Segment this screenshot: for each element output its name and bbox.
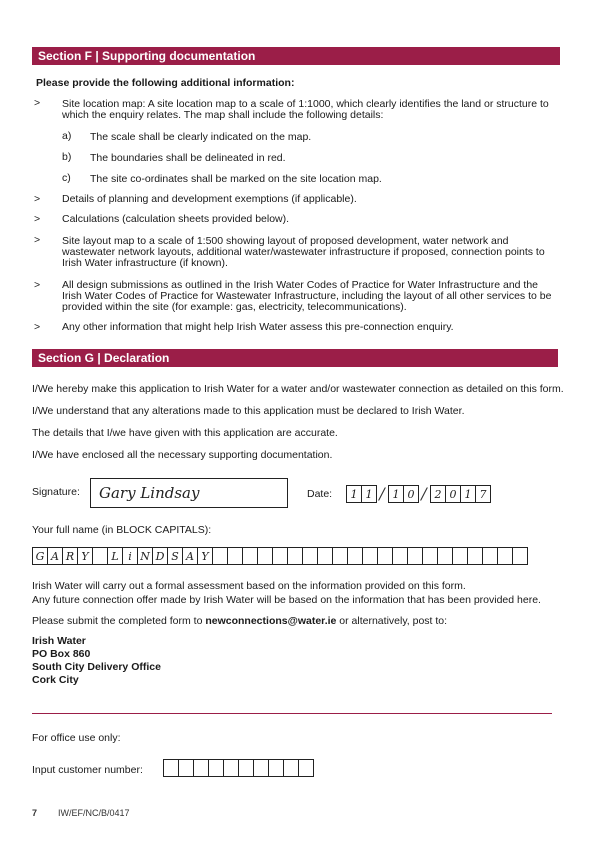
- date-year-cells[interactable]: [430, 485, 490, 503]
- name-letter-cell-28[interactable]: [437, 547, 453, 565]
- section-f-header: Section F | Supporting documentation: [32, 47, 560, 65]
- name-letter-cell-18[interactable]: [287, 547, 303, 565]
- date-month-digit-1[interactable]: 1: [388, 485, 404, 503]
- bullet-site-layout-map: Site layout map to a scale of 1:500 showing layout of proposed development, water network and wastewater network layouts, additional water/wastewater infrastructure if proposed, connection points to Irish Water infrastructure (if known).: [62, 235, 545, 269]
- name-letter-cell-22[interactable]: [347, 547, 363, 565]
- name-letter-cell-5[interactable]: [92, 547, 108, 565]
- name-letter-cell-13[interactable]: [212, 547, 228, 565]
- name-letter-cell-24[interactable]: [377, 547, 393, 565]
- name-letter-cell-16[interactable]: [257, 547, 273, 565]
- bullet-marker: >: [34, 321, 41, 333]
- sub-item-text-b: The boundaries shall be delineated in red.: [90, 152, 286, 164]
- name-letter-cell-32[interactable]: [497, 547, 513, 565]
- bullet-marker: >: [34, 213, 41, 225]
- bullet-marker: >: [34, 97, 41, 109]
- name-letter-cell-11[interactable]: A: [182, 547, 198, 565]
- name-letter-cell-20[interactable]: [317, 547, 333, 565]
- date-day-digit-1[interactable]: 1: [346, 485, 362, 503]
- name-letter-cell-9[interactable]: D: [152, 547, 168, 565]
- name-letter-cell-17[interactable]: [272, 547, 288, 565]
- section-f-intro: Please provide the following additional information:: [36, 77, 295, 89]
- customer-number-label: Input customer number:: [32, 764, 143, 776]
- date-day-digit-2[interactable]: 1: [361, 485, 377, 503]
- date-month-digit-2[interactable]: 0: [403, 485, 419, 503]
- bullet-site-location-map: Site location map: A site location map to a scale of 1:1000, which clearly identifies the land or structure to which the enquiry relates. The map shall include the following details:: [62, 98, 549, 121]
- submit-suffix: or alternatively, post to:: [336, 615, 448, 627]
- form-code: IW/EF/NC/B/0417: [58, 808, 130, 818]
- name-letter-cell-33[interactable]: [512, 547, 528, 565]
- assessment-text-1: Irish Water will carry out a formal assessment based on the information provided on this form.: [32, 580, 466, 592]
- name-letter-cell-12[interactable]: Y: [197, 547, 213, 565]
- name-letter-cell-1[interactable]: G: [32, 547, 48, 565]
- name-letter-cell-31[interactable]: [482, 547, 498, 565]
- date-separator: /: [421, 484, 427, 503]
- customer-digit-cell-6[interactable]: [238, 759, 254, 777]
- customer-digit-cell-5[interactable]: [223, 759, 239, 777]
- declaration-statement-4: I/We have enclosed all the necessary supporting documentation.: [32, 449, 333, 461]
- declaration-statement-3: The details that I/we have given with this application are accurate.: [32, 427, 338, 439]
- signature-label: Signature:: [32, 486, 80, 498]
- date-year-digit-1[interactable]: 2: [430, 485, 446, 503]
- name-letter-cell-19[interactable]: [302, 547, 318, 565]
- name-letter-cell-8[interactable]: N: [137, 547, 153, 565]
- customer-digit-cell-3[interactable]: [193, 759, 209, 777]
- name-letter-cell-3[interactable]: R: [62, 547, 78, 565]
- name-letter-cell-29[interactable]: [452, 547, 468, 565]
- name-letter-cell-26[interactable]: [407, 547, 423, 565]
- date-separator: /: [379, 484, 385, 503]
- address-line: Cork City: [32, 674, 79, 686]
- name-letter-cell-2[interactable]: A: [47, 547, 63, 565]
- bullet-other-information: Any other information that might help Irish Water assess this pre-connection enquiry.: [62, 321, 454, 333]
- customer-digit-cell-7[interactable]: [253, 759, 269, 777]
- name-letter-cell-30[interactable]: [467, 547, 483, 565]
- assessment-text-2: Any future connection offer made by Irish Water will be based on the information that has been provided here.: [32, 594, 541, 606]
- date-field[interactable]: [346, 484, 490, 503]
- bullet-marker: >: [34, 234, 41, 246]
- declaration-statement-1: I/We hereby make this application to Irish Water for a water and/or wastewater connection as detailed on this form.: [32, 383, 564, 395]
- sub-item-marker-c: c): [62, 172, 71, 184]
- full-name-label: Your full name (in BLOCK CAPITALS):: [32, 524, 212, 536]
- name-letter-cell-10[interactable]: S: [167, 547, 183, 565]
- name-letter-cell-6[interactable]: L: [107, 547, 123, 565]
- date-label: Date:: [307, 488, 333, 500]
- sub-item-text-c: The site co-ordinates shall be marked on the site location map.: [90, 173, 382, 185]
- customer-digit-cell-8[interactable]: [268, 759, 284, 777]
- bullet-planning-exemptions: Details of planning and development exemptions (if applicable).: [62, 193, 357, 205]
- full-name-field[interactable]: [32, 547, 527, 565]
- section-g-header: Section G | Declaration: [32, 349, 558, 367]
- address-line: Irish Water: [32, 635, 86, 647]
- date-day-cells[interactable]: [346, 485, 376, 503]
- name-letter-cell-21[interactable]: [332, 547, 348, 565]
- name-letter-cell-15[interactable]: [242, 547, 258, 565]
- date-year-digit-3[interactable]: 1: [460, 485, 476, 503]
- name-letter-cell-4[interactable]: Y: [77, 547, 93, 565]
- submit-email-link[interactable]: newconnections@water.ie: [205, 615, 337, 627]
- date-month-cells[interactable]: [388, 485, 418, 503]
- name-letter-cell-25[interactable]: [392, 547, 408, 565]
- section-divider: [32, 713, 552, 714]
- name-letter-cell-23[interactable]: [362, 547, 378, 565]
- signature-value: Gary Lindsay: [99, 484, 200, 502]
- customer-digit-cell-2[interactable]: [178, 759, 194, 777]
- declaration-statement-2: I/We understand that any alterations made to this application must be declared to Irish Water.: [32, 405, 465, 417]
- address-line: South City Delivery Office: [32, 661, 161, 673]
- date-year-digit-2[interactable]: 0: [445, 485, 461, 503]
- customer-digit-cell-9[interactable]: [283, 759, 299, 777]
- address-line: PO Box 860: [32, 648, 91, 660]
- date-year-digit-4[interactable]: 7: [475, 485, 491, 503]
- submit-prefix: Please submit the completed form to: [32, 615, 206, 627]
- customer-digit-cell-1[interactable]: [163, 759, 179, 777]
- bullet-calculations: Calculations (calculation sheets provided below).: [62, 213, 290, 225]
- postal-address: [32, 635, 161, 687]
- name-letter-cell-7[interactable]: i: [122, 547, 138, 565]
- page-number: 7: [32, 808, 38, 818]
- sub-item-marker-a: a): [62, 130, 72, 142]
- submit-instruction: [32, 615, 447, 627]
- customer-digit-cell-10[interactable]: [298, 759, 314, 777]
- bullet-marker: >: [34, 279, 41, 291]
- customer-number-field[interactable]: [163, 759, 313, 777]
- bullet-marker: >: [34, 193, 41, 205]
- sub-item-text-a: The scale shall be clearly indicated on the map.: [90, 131, 312, 143]
- sub-item-marker-b: b): [62, 151, 72, 163]
- customer-digit-cell-4[interactable]: [208, 759, 224, 777]
- name-letter-cell-14[interactable]: [227, 547, 243, 565]
- signature-field[interactable]: [90, 478, 288, 508]
- bullet-design-submissions: All design submissions as outlined in the Irish Water Codes of Practice for Water Infrastructure and the Irish Water Codes of Practice for Wastewater Infrastructure, including the layout of all other services to be provided within the site (for example: gas, electricity, telecommunications).: [62, 279, 552, 313]
- office-use-label: For office use only:: [32, 732, 121, 744]
- name-letter-cell-27[interactable]: [422, 547, 438, 565]
